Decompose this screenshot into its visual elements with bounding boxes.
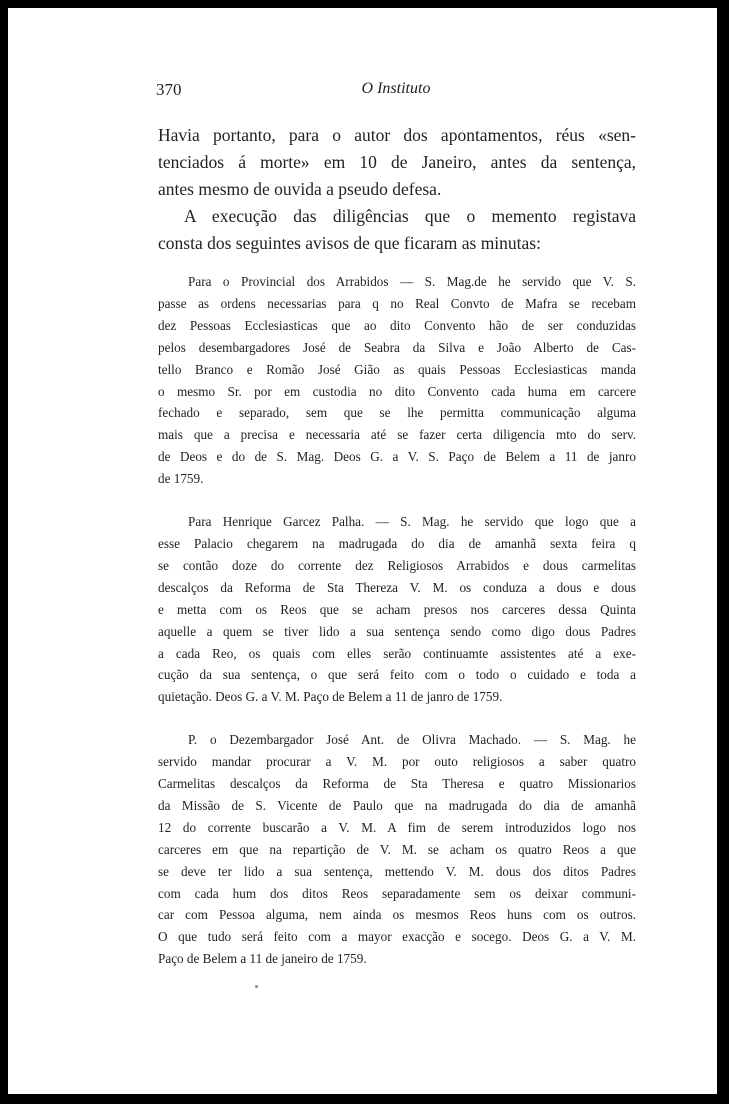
- text-line: da Missão de S. Vicente de Paulo que na madrugada do dia de amanhã: [158, 797, 636, 813]
- aviso-henrique-garcez-palha: [158, 511, 636, 708]
- intro-paragraph-1: [158, 122, 636, 203]
- text-line: Para Henrique Garcez Palha. — S. Mag. he servido que logo que a: [188, 514, 636, 530]
- page-header: [156, 80, 636, 106]
- text-line: servido mandar procurar a V. M. por outo religiosos a saber quatro: [158, 754, 636, 770]
- text-line: a cada Reo, os quais com elles serão continuamte assistentes até a exe-: [158, 645, 636, 661]
- text-line: se deve ter lido a sua sentença, mettendo V. M. dous dos ditos Padres: [158, 863, 636, 879]
- text-line: se contão doze do corrente dez Religiosos Arrabidos e dous carmelitas: [158, 557, 636, 573]
- aviso-desembargador-machado: [158, 729, 636, 970]
- text-line: aquelle a quem se tiver lido a sua sentença sendo como digo dous Padres: [158, 623, 636, 639]
- book-page: [6, 6, 719, 1096]
- text-line: 12 do corrente buscarão a V. M. A fim de serem introduzidos logo nos: [158, 819, 636, 835]
- text-line: Paço de Belem a 11 de janeiro de 1759.: [158, 951, 367, 967]
- text-line: O que tudo será feito com a mayor exacção e socego. Deos G. a V. M.: [158, 929, 636, 945]
- text-line: A execução das diligências que o memento registava: [184, 206, 636, 226]
- text-line: pelos desembargadores José de Seabra da Silva e João Alberto de Cas-: [158, 339, 636, 355]
- text-line: quietação. Deos G. a V. M. Paço de Belem a 11 de janro de 1759.: [158, 689, 503, 705]
- text-line: com cada hum dos ditos Reos separadamente sem os deixar communi-: [158, 885, 636, 901]
- text-line: tenciados á morte» em 10 de Janeiro, antes da sentença,: [158, 152, 636, 172]
- intro-paragraph-2: [158, 203, 636, 257]
- aviso-text: [158, 729, 636, 970]
- text-line: o mesmo Sr. por em custodia no dito Convento cada huma em carcere: [158, 383, 636, 399]
- running-title: O Instituto: [361, 80, 431, 97]
- text-line: consta dos seguintes avisos de que ficaram as minutas:: [158, 233, 541, 253]
- text-line: mais que a precisa e necessaria até se fazer certa diligencia mto do serv.: [158, 427, 636, 443]
- aviso-text: [158, 511, 636, 708]
- text-line: esse Palacio chegarem na madrugada do dia de amanhã sexta feira q: [158, 535, 636, 551]
- text-line: tello Branco e Romão José Gião as quais Pessoas Ecclesiasticas manda: [158, 361, 636, 377]
- text-line: Carmelitas descalços da Reforma de Sta Theresa e quatro Missionarios: [158, 776, 636, 792]
- text-line: antes mesmo de ouvida a pseudo defesa.: [158, 179, 442, 199]
- text-line: descalços da Reforma de Sta Thereza V. M. os conduza a dous e dous: [158, 579, 636, 595]
- text-line: de Deos e do de S. Mag. Deos G. a V. S. Paço de Belem a 11 de janro: [158, 449, 636, 465]
- text-line: Para o Provincial dos Arrabidos — S. Mag.de he servido que V. S.: [188, 274, 636, 289]
- text-line: carceres em que na repartição de V. M. se acham os quatro Reos a que: [158, 841, 636, 857]
- text-line: dez Pessoas Ecclesiasticas que ao dito Convento hão de ser conduzidas: [158, 317, 636, 333]
- text-line: fechado e separado, sem que se lhe permitta communicação alguma: [158, 405, 636, 421]
- text-line: cução da sua sentença, o que será feito com o todo o cuidado e toda a: [158, 667, 636, 683]
- page-body: [158, 122, 636, 970]
- text-line: car com Pessoa alguma, nem ainda os mesmos Reos huns com os outros.: [158, 907, 636, 923]
- aviso-provincial-arrabidos: [158, 271, 636, 490]
- page-number: 370: [156, 80, 182, 99]
- text-line: e metta com os Reos que se acham presos nos carceres dessa Quinta: [158, 601, 636, 617]
- paper-speck: [255, 985, 258, 988]
- text-line: P. o Dezembargador José Ant. de Olivra Machado. — S. Mag. he: [188, 732, 636, 748]
- aviso-text: [158, 271, 636, 490]
- text-line: passe as ordens necessarias para q no Real Convto de Mafra se recebam: [158, 295, 636, 311]
- text-line: de 1759.: [158, 471, 204, 487]
- text-line: Havia portanto, para o autor dos apontamentos, réus «sen-: [158, 125, 636, 145]
